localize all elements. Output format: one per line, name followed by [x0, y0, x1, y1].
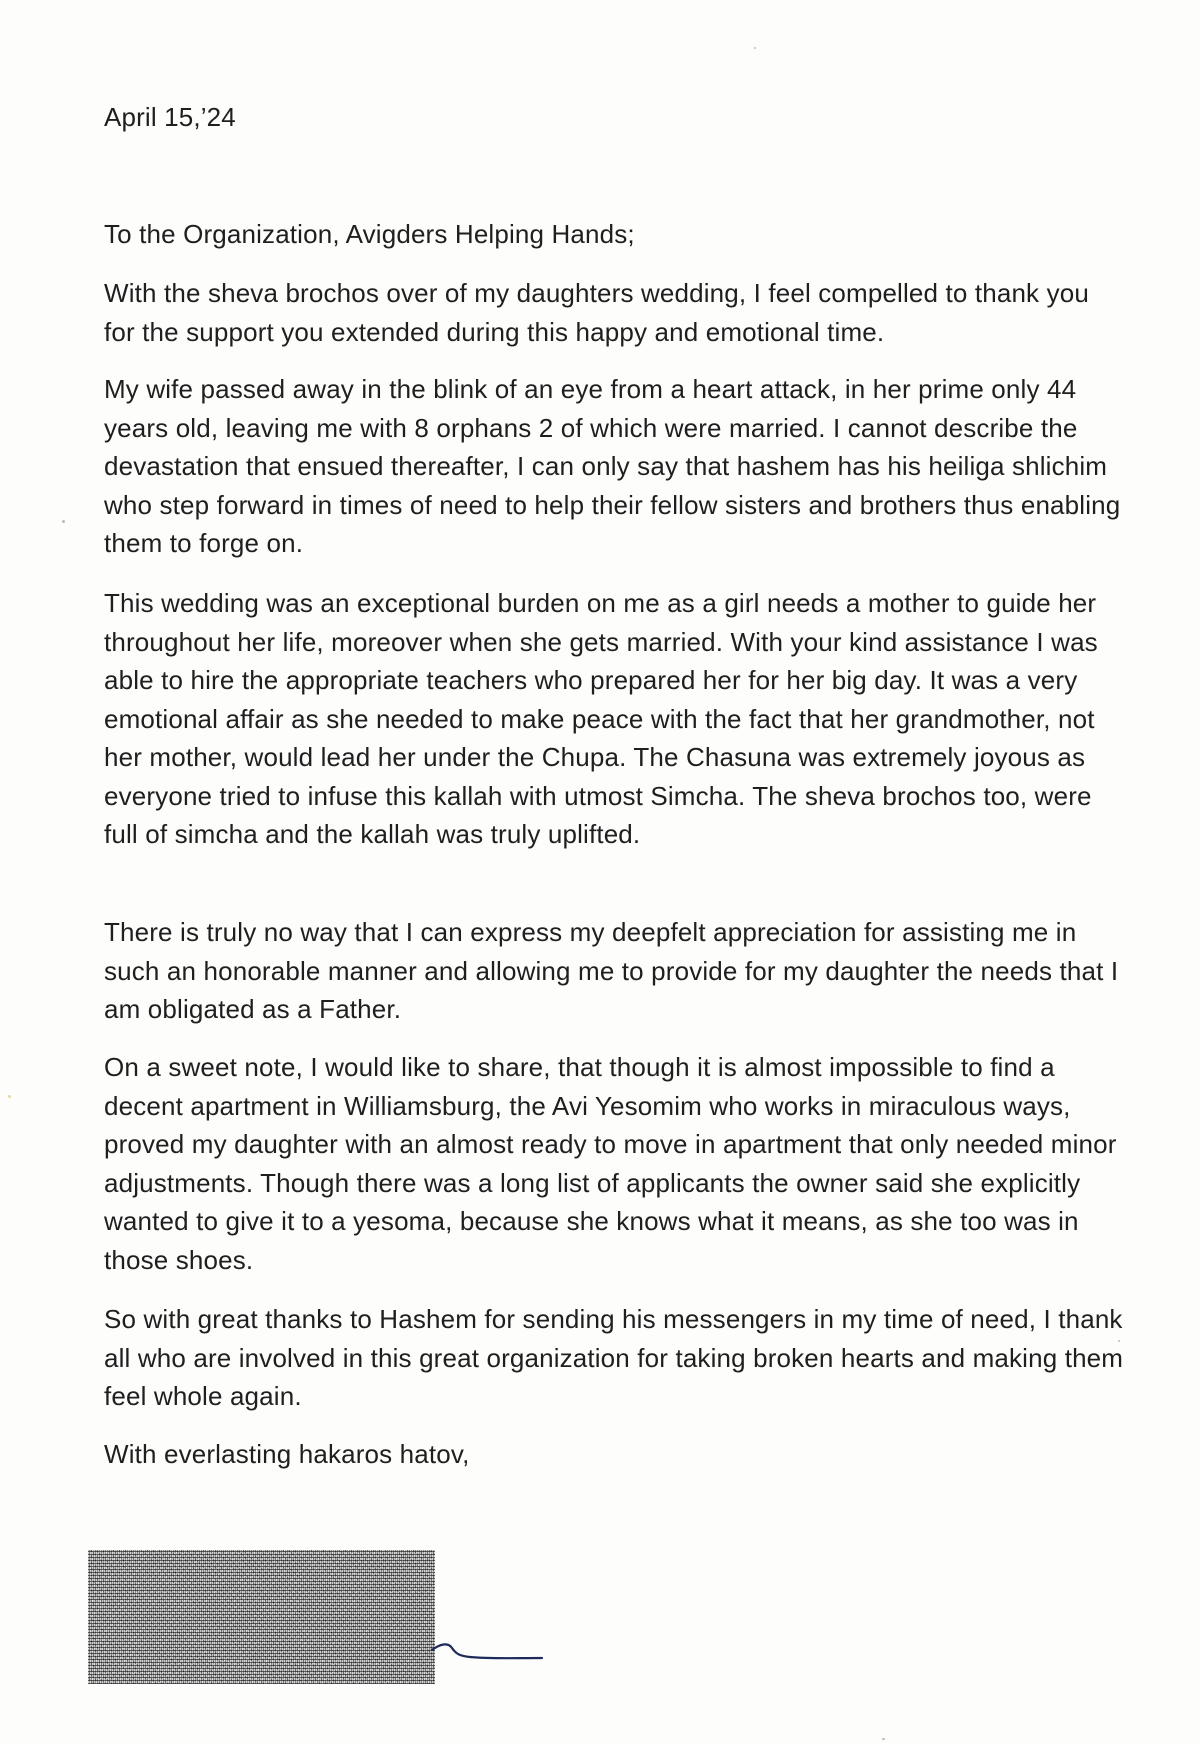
signature-stroke: [430, 1630, 550, 1670]
letter-date: April 15,’24: [104, 102, 236, 132]
letter-salutation: To the Organization, Avigders Helping Hands;: [104, 219, 635, 249]
letter-paragraph: With the sheva brochos over of my daughters wedding, I feel compelled to thank you for the support you extended during this happy and emotional time.: [104, 278, 1089, 347]
letter-paragraph: On a sweet note, I would like to share, that though it is almost impossible to find a decent apartment in Williamsburg, the Avi Yesomim who works in miraculous ways, proved my daughter with an almost ready to move in apartment that only needed minor adjustments. Though there was a long list of applicants the owner said she explicitly wanted to give it to a yesoma, because she knows what it means, as she too was in those shoes.: [104, 1052, 1117, 1275]
scan-speck: [1118, 1340, 1120, 1342]
scan-speck: [882, 1738, 885, 1740]
letter-closing: With everlasting hakaros hatov,: [104, 1439, 470, 1469]
scan-speck: [754, 47, 756, 49]
redacted-signature-block: [88, 1550, 435, 1684]
scan-speck: [62, 520, 65, 523]
letter-paragraph: So with great thanks to Hashem for sending his messengers in my time of need, I thank all who are involved in this great organization for taking broken hearts and making them feel whole again.: [104, 1304, 1124, 1411]
letter-paragraph: My wife passed away in the blink of an eye from a heart attack, in her prime only 44 years old, leaving me with 8 orphans 2 of which were married. I cannot describe the devastation that ensued thereafter, I can only say that hashem has his heiliga shlichim who step forward in times of need to help their fellow sisters and brothers thus enabling them to forge on.: [104, 374, 1121, 558]
scan-speck: [8, 1095, 11, 1098]
letter-paragraph: There is truly no way that I can express my deepfelt appreciation for assisting me in such an honorable manner and allowing me to provide for my daughter the needs that I am obligated as a Father.: [104, 917, 1119, 1024]
letter-paragraph: This wedding was an exceptional burden on me as a girl needs a mother to guide her throughout her life, moreover when she gets married. With your kind assistance I was able to hire the appropriate teachers who prepared her for her big day. It was a very emotional affair as she needed to make peace with the fact that her grandmother, not her mother, would lead her under the Chupa. The Chasuna was extremely joyous as everyone tried to infuse this kallah with utmost Simcha. The sheva brochos too, were full of simcha and the kallah was truly uplifted.: [104, 588, 1098, 849]
